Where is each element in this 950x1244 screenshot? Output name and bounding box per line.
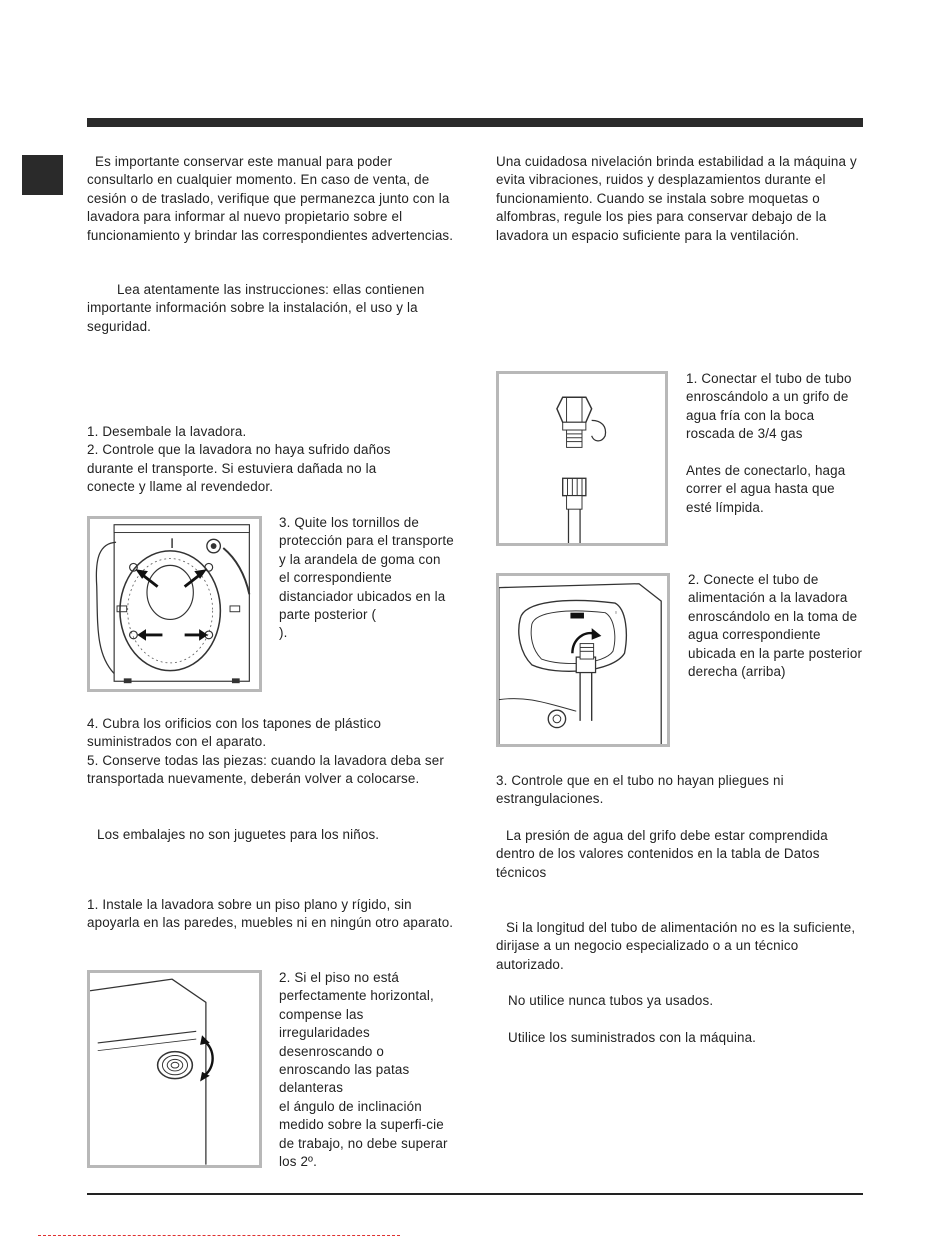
supplied-hoses-note: Utilice los suministrados con la máquina. [508, 1030, 757, 1045]
header-bar [87, 118, 863, 127]
language-tab [22, 155, 63, 195]
leveling-foot-figure [87, 970, 262, 1168]
svg-text:▫: ▫ [614, 609, 618, 617]
water-step1-note: Antes de conectarlo, haga correr el agua hasta que esté límpida. [686, 463, 846, 515]
footer-rule [87, 1193, 863, 1195]
level-step2: 2. Si el piso no está perfectamente horizontal, compense las irregularidades desenroscando o enroscando las patas delanteras el ángulo de inclinación medido sobre la superfi-cie de trabajo, no debe superar los 2º. [279, 970, 448, 1170]
read-instructions-paragraph: Lea atentamente las instrucciones: ellas contienen importante información sobre la instalación, el uso y la seguridad. [87, 282, 425, 334]
water-step1: 1. Conectar el tubo de tubo enroscándolo a un grifo de agua fría con la boca roscada de 3/4 gas [686, 371, 852, 442]
intro-paragraph: Es importante conservar este manual para poder consultarlo en cualquier momento. En caso de venta, de cesión o de traslado, verifique que permanezca junto con la lavadora para informar al nuevo propietario sobre el funcionamiento y brindar las correspondientes advertencias. [87, 154, 454, 243]
steps-4-5: 4. Cubra los orificios con los tapones de plástico suministrados con el aparato. 5. Conserve todas las piezas: cuando la lavadora deba ser transportada nuevamente, deberán volver a colocarse. [87, 716, 444, 787]
adjustable-foot-illustration [90, 973, 259, 1165]
inlet-connection-figure [496, 573, 670, 747]
red-dashed-line [38, 1235, 400, 1236]
hose-length-note: Si la longitud del tubo de alimentación no es la suficiente, dirijase a un negocio especializado o a un técnico autorizado. [496, 920, 856, 972]
pressure-note: La presión de agua del grifo debe estar comprendida dentro de los valores contenidos en la tabla de Datos técnicos [496, 828, 828, 880]
water-step3: 3. Controle que en el tubo no hayan pliegues ni estrangulaciones. [496, 773, 784, 807]
machine-back-figure [87, 516, 262, 692]
packaging-warning: Los embalajes no son juguetes para los niños. [97, 827, 380, 842]
leveling-note: Una cuidadosa nivelación brinda estabilidad a la máquina y evita vibraciones, ruidos y desplazamientos durante el funcionamiento. Cuando se instala sobre moquetas o alfombras, regule los pies para conservar debajo de la lavadora un espacio suficiente para la ventilación. [496, 154, 857, 243]
hose-inlet-illustration [499, 576, 667, 744]
water-tap-illustration [499, 374, 665, 543]
used-hoses-warning: No utilice nunca tubos ya usados. [508, 993, 714, 1008]
step3-remove-bolts: 3. Quite los tornillos de protección para el transporte y la arandela de goma con el correspondiente distanciador ubicados en la parte posterior ( ). [279, 515, 454, 641]
unpack-steps: 1. Desembale la lavadora. 2. Controle que la lavadora no haya sufrido daños durante el transporte. Si estuviera dañada no la conecte y llame al revendedor. [87, 424, 391, 495]
level-step1: 1. Instale la lavadora sobre un piso plano y rígido, sin apoyarla en las paredes, muebles ni en ningún otro aparato. [87, 897, 454, 931]
water-step2: 2. Conecte el tubo de alimentación a la lavadora enroscándolo en la toma de agua correspondiente ubicada en la parte posterior derecha (arriba) [688, 572, 863, 680]
tap-connection-figure [496, 371, 668, 546]
machine-back-illustration [90, 519, 259, 689]
